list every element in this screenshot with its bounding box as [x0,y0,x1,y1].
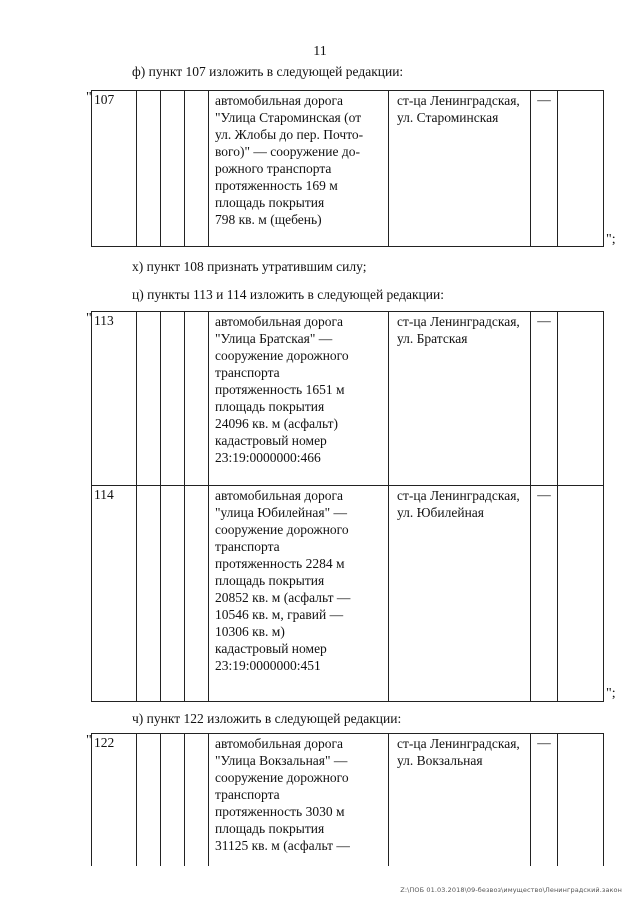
object-description: автомобильная дорога "улица Юбилейная" — сооружение дорожного транспорта протяженность 2284 м площадь покрытия 20852 кв. м (асфальт — 10546 кв. м, гравий — 10306 кв. м) кадастровый номер 23:19:0000000:451 [209,486,389,702]
object-address: ст-ца Ленинградская, ул. Юбилейная [389,486,531,702]
empty-cell [161,312,185,486]
empty-cell [185,734,209,866]
object-address: ст-ца Ленинградская, ул. Братская [389,312,531,486]
empty-cell [185,486,209,702]
dash-cell: — [531,312,558,486]
object-description: автомобильная дорога "Улица Староминская (от ул. Жлобы до пер. Почто- вого)" — сооружение до- рожного транспорта протяженность 169 м площадь покрытия 798 кв. м (щебень) [209,91,389,247]
table-item-107 [91,90,604,247]
dash-cell: — [531,486,558,702]
section-heading-kh: х) пункт 108 признать утратившим силу; [132,259,367,274]
open-quote: " [86,90,92,105]
empty-cell [558,734,604,866]
open-quote: " [86,733,92,748]
empty-cell [558,486,604,702]
object-address: ст-ца Ленинградская, ул. Вокзальная [389,734,531,866]
section-heading-ch: ч) пункт 122 изложить в следующей редакции: [132,711,402,726]
section-heading-f: ф) пункт 107 изложить в следующей редакции: [132,64,404,79]
object-description: автомобильная дорога "Улица Братская" — сооружение дорожного транспорта протяженность 1651 м площадь покрытия 24096 кв. м (асфальт) кадастровый номер 23:19:0000000:466 [209,312,389,486]
row-number: 113 [92,312,137,486]
object-address: ст-ца Ленинградская, ул. Староминская [389,91,531,247]
open-quote: " [86,311,92,326]
empty-cell [137,91,161,247]
empty-cell [161,734,185,866]
footer-file-path: Z:\ПОБ 01.03.2018\09-безвоз\имущество\Ленинградский.закон [400,886,622,894]
dash-cell: — [531,91,558,247]
row-number: 114 [92,486,137,702]
close-quote: "; [606,232,616,247]
table-items-113-114 [91,311,604,702]
empty-cell [161,91,185,247]
row-number: 107 [92,91,137,247]
object-description: автомобильная дорога "Улица Вокзальная" — сооружение дорожного транспорта протяженность 3030 м площадь покрытия 31125 кв. м (асфальт — [209,734,389,866]
row-number: 122 [92,734,137,866]
empty-cell [185,91,209,247]
empty-cell [558,312,604,486]
dash-cell: — [531,734,558,866]
section-heading-ts: ц) пункты 113 и 114 изложить в следующей редакции: [132,287,444,302]
table-item-122 [91,733,604,866]
empty-cell [137,734,161,866]
empty-cell [185,312,209,486]
empty-cell [137,486,161,702]
empty-cell [558,91,604,247]
empty-cell [161,486,185,702]
empty-cell [137,312,161,486]
page-number: 11 [313,44,327,59]
close-quote: "; [606,686,616,701]
